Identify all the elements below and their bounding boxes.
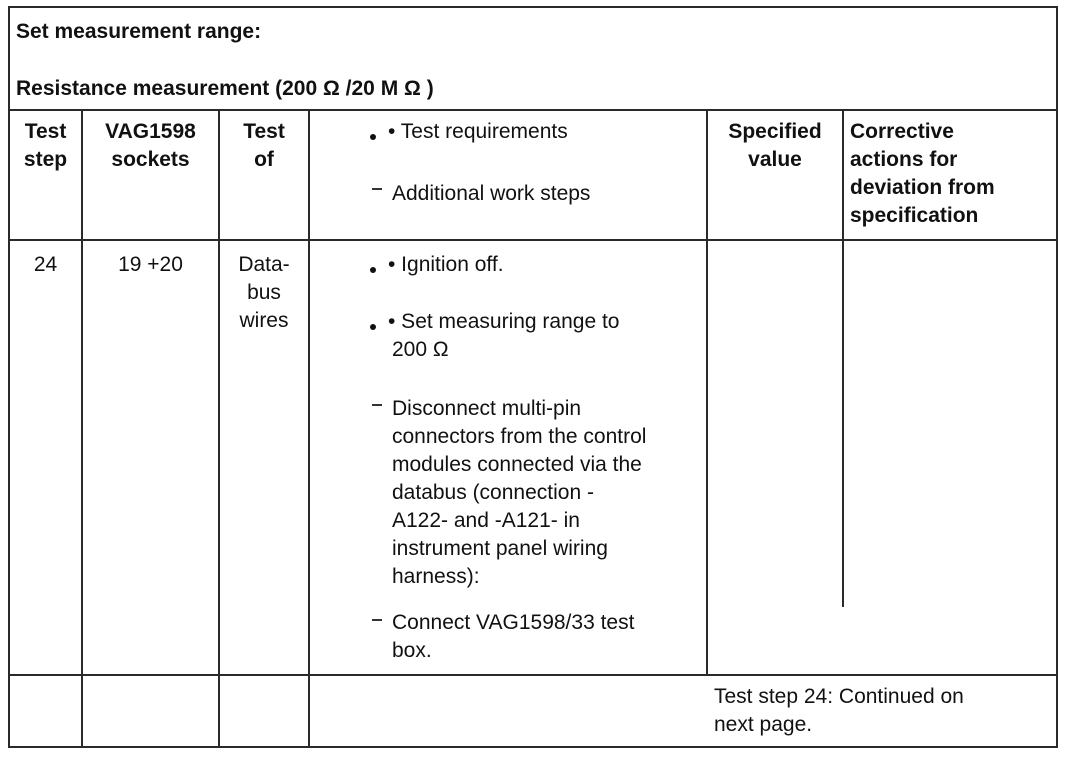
bullet-icon: [370, 324, 376, 330]
row-item-disconnect-line2: connectors from the control: [392, 425, 647, 448]
col-header-test-of: [220, 118, 308, 174]
dash-icon: [372, 188, 382, 190]
footer-note-line1: Test step 24: Continued on: [714, 685, 964, 708]
col-divider-4: [706, 111, 708, 674]
measurement-table: [8, 6, 1058, 748]
col-header-test-of-line2: of: [254, 148, 274, 171]
col-divider-3: [308, 111, 310, 748]
table-header-block: [10, 8, 1056, 111]
col-header-sockets-line1: VAG1598: [105, 120, 196, 143]
col-header-specified: [708, 118, 842, 174]
row-item-disconnect-line1: Disconnect multi-pin: [392, 397, 582, 420]
row-item-disconnect: [392, 395, 646, 591]
row-item-connect: [392, 609, 634, 665]
col-header-corrective-line2: actions for: [850, 148, 958, 171]
row-step: 24: [33, 253, 58, 276]
col-header-corrective-line3: deviation from: [850, 176, 995, 199]
col-header-additional-steps: Additional work steps: [392, 182, 591, 205]
row-item-disconnect-line7: harness):: [392, 565, 480, 588]
footer-note-line2: next page.: [714, 713, 813, 736]
col-header-test-step-line2: step: [23, 148, 68, 171]
footer-note: [714, 683, 964, 739]
row-item-disconnect-line3: modules connected via the: [392, 453, 642, 476]
row-item-range: [388, 308, 619, 364]
row-item-connect-line2: box.: [392, 639, 432, 662]
row-item-disconnect-line4: databus (connection -: [392, 481, 594, 504]
col-header-sockets-line2: sockets: [111, 148, 190, 171]
col-divider-2: [218, 111, 220, 748]
row-test-of-line3: wires: [239, 309, 289, 332]
row-item-disconnect-line5: A122- and -A121- in: [392, 509, 580, 532]
row-divider-header: [10, 239, 1056, 241]
dash-icon: [372, 619, 382, 621]
header-title: Set measurement range:: [16, 20, 262, 43]
col-header-test-step-line1: Test: [24, 120, 67, 143]
row-item-connect-line1: Connect VAG1598/33 test: [392, 611, 635, 634]
col-header-corrective-line1: Corrective: [850, 120, 954, 143]
col-header-test-step: [10, 118, 81, 174]
row-divider-footer: [10, 674, 1056, 676]
col-header-corrective: [850, 118, 995, 230]
row-item-range-line1: • Set measuring range to: [388, 310, 620, 333]
col-header-specified-line1: Specified: [728, 120, 822, 143]
col-header-corrective-line4: specification: [850, 204, 979, 227]
row-test-of: [220, 251, 308, 335]
row-item-disconnect-line6: instrument panel wiring: [392, 537, 608, 560]
dash-icon: [372, 404, 382, 406]
col-divider-5: [842, 111, 844, 607]
col-header-specified-line2: value: [748, 148, 802, 171]
row-test-of-line2: bus: [247, 281, 281, 304]
row-item-range-line2: 200 Ω: [392, 338, 449, 361]
row-sockets: 19 +20: [118, 253, 183, 276]
header-subtitle: Resistance measurement (200 Ω /20 M Ω ): [16, 77, 434, 100]
bullet-icon: [370, 267, 376, 273]
col-header-requirements: • Test requirements: [388, 120, 568, 143]
row-test-of-line1: Data-: [238, 253, 290, 276]
col-header-test-of-line1: Test: [243, 120, 285, 143]
col-header-sockets: [83, 118, 218, 174]
row-item-ignition: • Ignition off.: [388, 253, 504, 276]
col-divider-1: [81, 111, 83, 748]
bullet-icon: [370, 134, 376, 140]
